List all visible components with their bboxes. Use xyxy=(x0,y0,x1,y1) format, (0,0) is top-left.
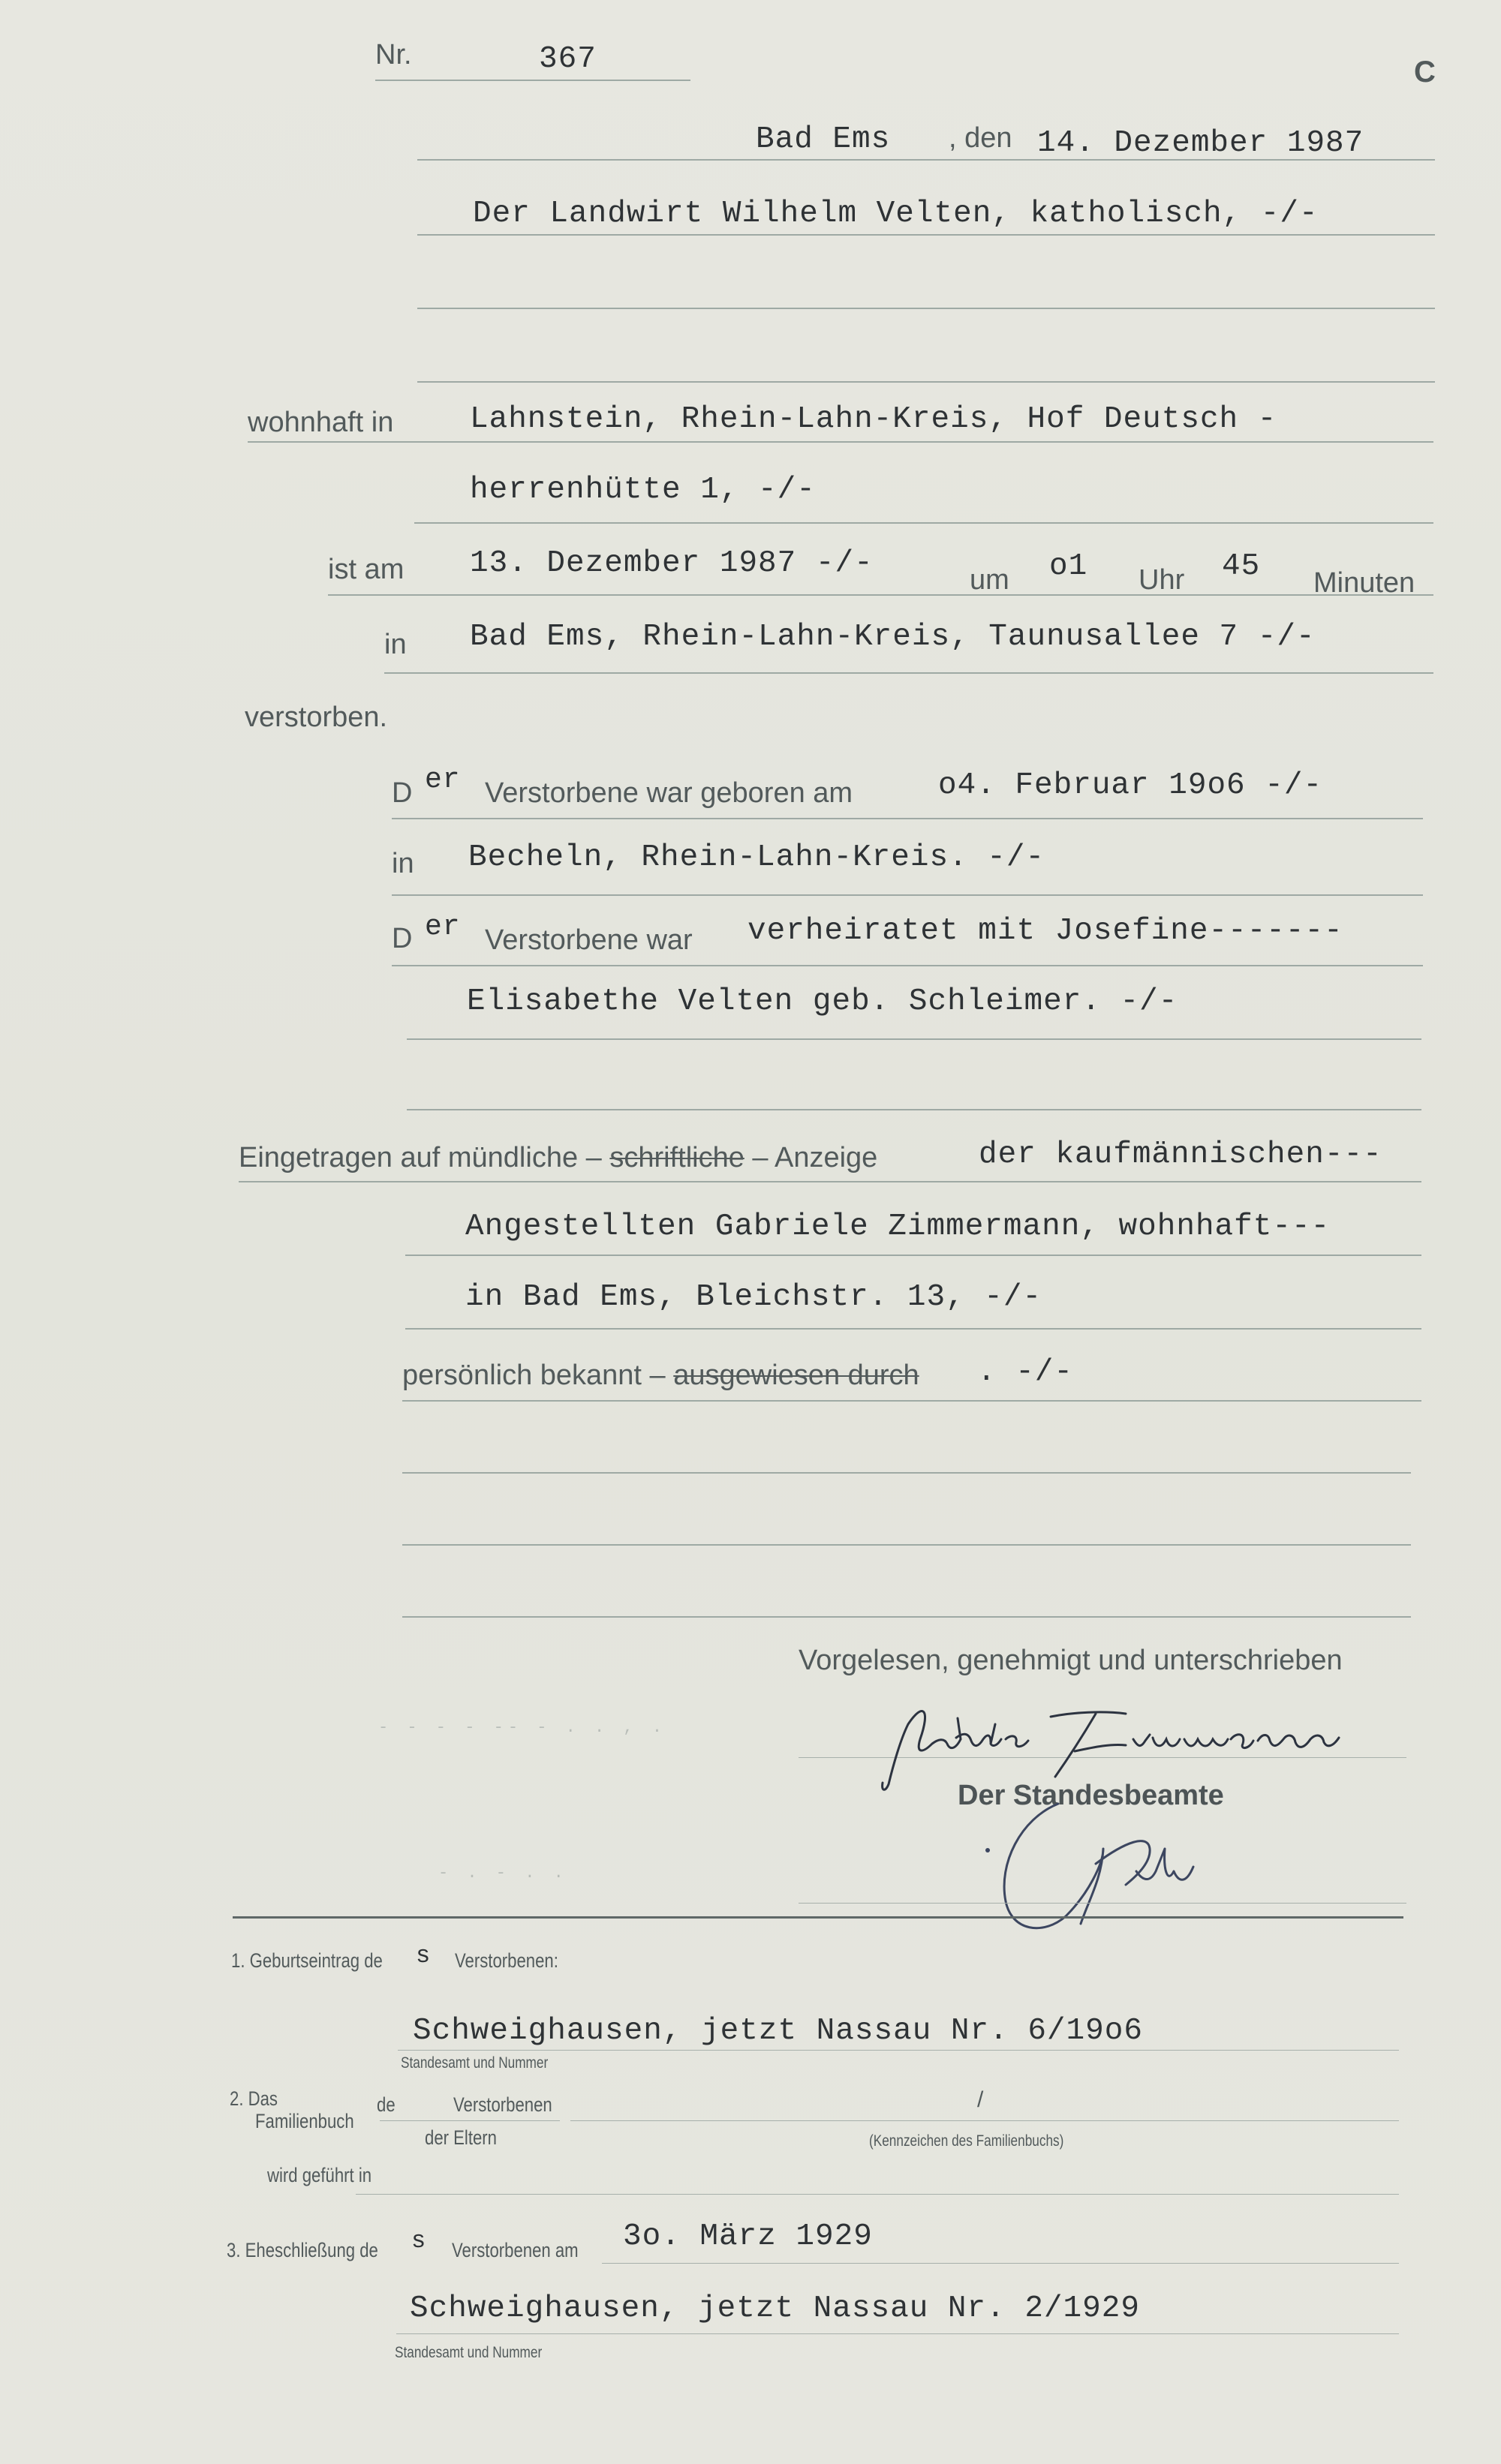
footer-item2-slash: / xyxy=(977,2087,984,2112)
verstorben-label: verstorben. xyxy=(245,702,388,733)
footer-item2-option-parents: der Eltern xyxy=(425,2126,497,2149)
faded-stamp-text: - - - - -- - . . , . xyxy=(378,1718,667,1737)
death-place-label: in xyxy=(384,629,407,660)
residence-line-2: herrenhütte 1, -/- xyxy=(470,473,816,507)
marital-line-2: Elisabethe Velten geb. Schleimer. -/- xyxy=(467,984,1178,1019)
place-of-registration: Bad Ems xyxy=(756,122,891,157)
footer-item2-caption: (Kennzeichen des Familienbuchs) xyxy=(869,2132,1064,2150)
residence-label: wohnhaft in xyxy=(248,407,394,438)
official-signature-line xyxy=(799,1903,1406,1904)
den-label: , den xyxy=(949,122,1012,154)
marital-d-suffix: er xyxy=(425,911,461,943)
death-place: Bad Ems, Rhein-Lahn-Kreis, Taunusallee 7 -/- xyxy=(470,620,1316,654)
birth-place: Becheln, Rhein-Lahn-Kreis. -/- xyxy=(468,840,1045,875)
informant-line-1: der kaufmännischen--- xyxy=(979,1137,1382,1172)
informant-line-2: Angestellten Gabriele Zimmermann, wohnhaft--- xyxy=(465,1209,1331,1244)
footer-item3-value: Schweighausen, jetzt Nassau Nr. 2/1929 xyxy=(410,2291,1140,2326)
um-label: um xyxy=(970,564,1009,596)
footer-item1-suffix: Verstorbenen: xyxy=(455,1949,558,1972)
death-minutes: 45 xyxy=(1222,549,1261,584)
footer-item3-date: 3o. März 1929 xyxy=(623,2219,873,2254)
report-label: Eingetragen auf mündliche – schriftliche – Anzeige xyxy=(239,1142,878,1173)
death-hour: o1 xyxy=(1049,549,1088,584)
footer-item3-caption: Standesamt und Nummer xyxy=(395,2344,543,2361)
deceased-name-line: Der Landwirt Wilhelm Velten, katholisch, -/- xyxy=(473,197,1319,231)
uhr-label: Uhr xyxy=(1139,564,1185,596)
official-label: Der Standesbeamte xyxy=(958,1780,1224,1811)
identification-value: . -/- xyxy=(977,1355,1074,1390)
date-line xyxy=(417,159,1435,161)
registration-date: 14. Dezember 1987 xyxy=(1037,126,1364,161)
faded-stamp-text-2: - . - . . xyxy=(438,1864,568,1883)
official-signature xyxy=(976,1789,1223,1946)
minuten-label: Minuten xyxy=(1313,567,1415,599)
footer-item3-label: 3. Eheschließung de xyxy=(227,2239,378,2261)
informant-line-3: in Bad Ems, Bleichstr. 13, -/- xyxy=(465,1280,1042,1315)
birth-d-prefix: D xyxy=(392,777,413,809)
death-date: 13. Dezember 1987 -/- xyxy=(470,546,874,581)
footer-item3-letter: s xyxy=(411,2227,427,2255)
death-date-label: ist am xyxy=(328,554,405,585)
register-number: 367 xyxy=(539,42,597,77)
corner-letter: C xyxy=(1414,56,1436,89)
footer-item2-de: de xyxy=(377,2093,396,2116)
marital-line-1: verheiratet mit Josefine------- xyxy=(747,914,1343,948)
footer-item2-kept-label: wird geführt in xyxy=(267,2164,372,2186)
birth-label: Verstorbene war geboren am xyxy=(485,777,853,809)
footer-item2-label-a: 2. Das xyxy=(230,2087,278,2110)
marital-label: Verstorbene war xyxy=(485,924,693,956)
birth-d-suffix: er xyxy=(425,764,461,796)
marital-d-prefix: D xyxy=(392,923,413,954)
footer-item2-option-deceased: Verstorbenen xyxy=(453,2093,552,2116)
footer-item1-value: Schweighausen, jetzt Nassau Nr. 6/19o6 xyxy=(413,2014,1143,2048)
footer-item1-letter: s xyxy=(416,1942,432,1970)
birth-date: o4. Februar 19o6 -/- xyxy=(938,768,1323,803)
footer-separator xyxy=(233,1916,1403,1919)
nr-label: Nr. xyxy=(375,39,412,71)
footer-item1-caption: Standesamt und Nummer xyxy=(401,2054,549,2072)
read-approved-label: Vorgelesen, genehmigt und unterschrieben xyxy=(799,1645,1343,1676)
nr-underline xyxy=(375,80,690,81)
identification-label: persönlich bekannt – ausgewiesen durch xyxy=(402,1360,919,1391)
footer-item2-label-b: Familienbuch xyxy=(255,2110,354,2132)
footer-item3-suffix: Verstorbenen am xyxy=(452,2239,579,2261)
birth-place-label: in xyxy=(392,848,414,879)
residence-line-1: Lahnstein, Rhein-Lahn-Kreis, Hof Deutsch - xyxy=(470,402,1277,437)
footer-item1-label: 1. Geburtseintrag de xyxy=(231,1949,383,1972)
